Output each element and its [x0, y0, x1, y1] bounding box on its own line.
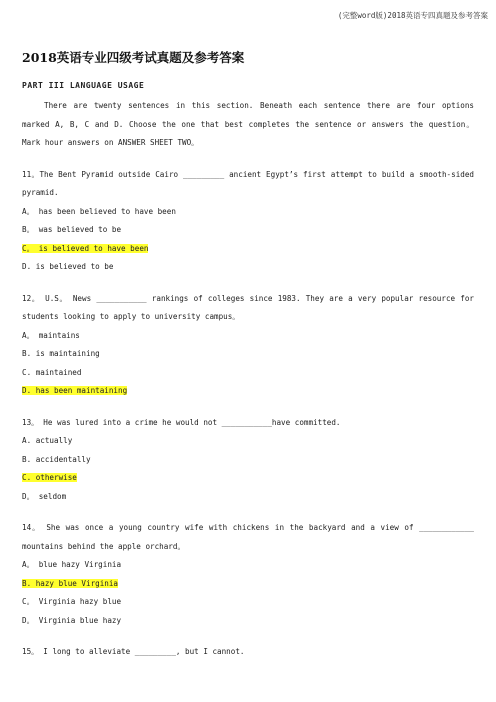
option-b — [22, 345, 474, 364]
header-note: (完整word版)2018英语专四真题及参考答案 — [337, 11, 488, 20]
option-d — [22, 612, 474, 631]
question-stem: 14。 She was once a young country wife with chickens in the backyard and a view of ____________ mountains behind the apple orchard。 — [22, 523, 474, 551]
option-text: A。 blue hazy Virginia — [22, 560, 122, 569]
question-stem: 15。 I long to alleviate _________, but I cannot. — [22, 647, 245, 656]
option-text: B。 was believed to be — [22, 225, 122, 234]
section-instructions: There are twenty sentences in this section. Beneath each sentence there are four options marked A, B, C and D. Choose the one that best completes the sentence or answers the question。 Mark hour answers on ANSWER SHEET TWO。 — [22, 101, 474, 147]
option-text: C。 Virginia hazy blue — [22, 597, 122, 606]
option-d — [22, 488, 474, 507]
option-c — [22, 364, 474, 383]
option-text: D. is believed to be — [22, 262, 114, 271]
question-15 — [22, 643, 474, 662]
option-text: B. is maintaining — [22, 349, 100, 358]
section-heading: PART III LANGUAGE USAGE — [22, 81, 145, 90]
option-a — [22, 203, 474, 222]
question-11 — [22, 166, 474, 277]
question-stem: 11。The Bent Pyramid outside Cairo _________ ancient Egypt’s first attempt to build a smooth-sided pyramid. — [22, 169, 474, 197]
option-text: D。 seldom — [22, 491, 67, 501]
option-c — [22, 469, 474, 488]
option-c — [22, 593, 474, 612]
option-a — [22, 327, 474, 346]
option-b — [22, 221, 474, 240]
highlighted-answer: D. has been maintaining — [22, 386, 128, 395]
option-text: A。 maintains — [22, 330, 80, 340]
option-b — [22, 451, 474, 470]
highlighted-answer: B. hazy blue Virginia — [22, 578, 119, 588]
highlighted-answer: C。 is believed to have been — [22, 243, 149, 253]
question-12 — [22, 290, 474, 401]
option-d — [22, 258, 474, 277]
option-c — [22, 240, 474, 259]
highlighted-answer: C. otherwise — [22, 473, 77, 482]
option-d — [22, 382, 474, 401]
option-text: D。 Virginia blue hazy — [22, 615, 122, 625]
option-text: A。 has been believed to have been — [22, 206, 176, 216]
option-a — [22, 432, 474, 451]
option-text: C. maintained — [22, 367, 82, 377]
question-stem: 12。 U.S。 News ___________ rankings of colleges since 1983. They are a very popular resource for students looking to apply to university campus。 — [22, 293, 474, 321]
option-b — [22, 575, 474, 594]
question-stem: 13。 He was lured into a crime he would not ___________have committed. — [22, 417, 341, 427]
question-13 — [22, 414, 474, 507]
question-14 — [22, 519, 474, 630]
document-body — [22, 50, 474, 662]
option-text: A. actually — [22, 436, 73, 445]
document-title: 2018英语专业四级考试真题及参考答案 — [22, 50, 245, 65]
option-text: B. accidentally — [22, 454, 91, 464]
option-a — [22, 556, 474, 575]
